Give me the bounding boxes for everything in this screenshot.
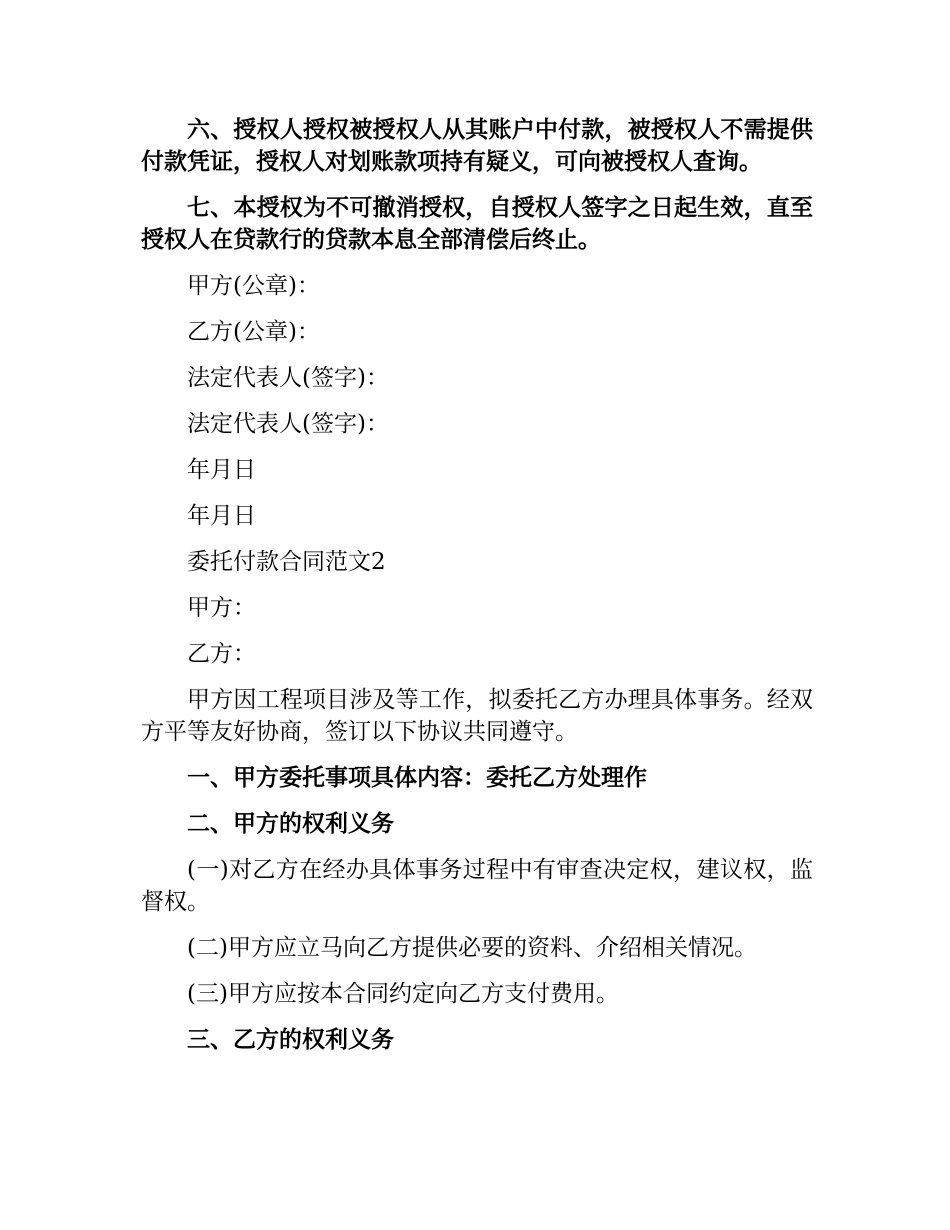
legal-rep-signature-line-b: 法定代表人(签字)： [187, 411, 389, 437]
party-b-seal-line: 乙方(公章)： [187, 319, 320, 345]
date-line-a: 年月日 [187, 457, 256, 483]
legal-rep-signature-line-a: 法定代表人(签字)： [187, 365, 389, 391]
clause-3-heading: 三、乙方的权利义务 [187, 1027, 394, 1053]
document-body [141, 114, 813, 1070]
preamble-paragraph: 甲方因工程项目涉及等工作，拟委托乙方办理具体事务。经双方平等友好协商，签订以下协议共同遵守。 [141, 687, 813, 745]
clause-7: 七、本授权为不可撤消授权，自授权人签字之日起生效，直至授权人在贷款行的贷款本息全部清偿后终止。 [141, 195, 813, 253]
clause-2-item-2: (二)甲方应立马向乙方提供必要的资料、介绍相关情况。 [187, 935, 757, 961]
clause-2-item-3: (三)甲方应按本合同约定向乙方支付费用。 [187, 981, 619, 1007]
clause-1-heading: 一、甲方委托事项具体内容：委托乙方处理作 [187, 765, 647, 791]
clause-2-heading: 二、甲方的权利义务 [187, 811, 394, 837]
party-a-line: 甲方： [187, 595, 256, 621]
clause-6: 六、授权人授权被授权人从其账户中付款，被授权人不需提供付款凭证，授权人对划账款项持有疑义，可向被授权人查询。 [141, 117, 813, 175]
clause-2-item-1: (一)对乙方在经办具体事务过程中有审查决定权，建议权，监督权。 [141, 857, 813, 915]
section-title: 委托付款合同范文2 [187, 549, 386, 575]
date-line-b: 年月日 [187, 503, 256, 529]
party-b-line: 乙方： [187, 641, 256, 667]
party-a-seal-line: 甲方(公章)： [187, 273, 320, 299]
